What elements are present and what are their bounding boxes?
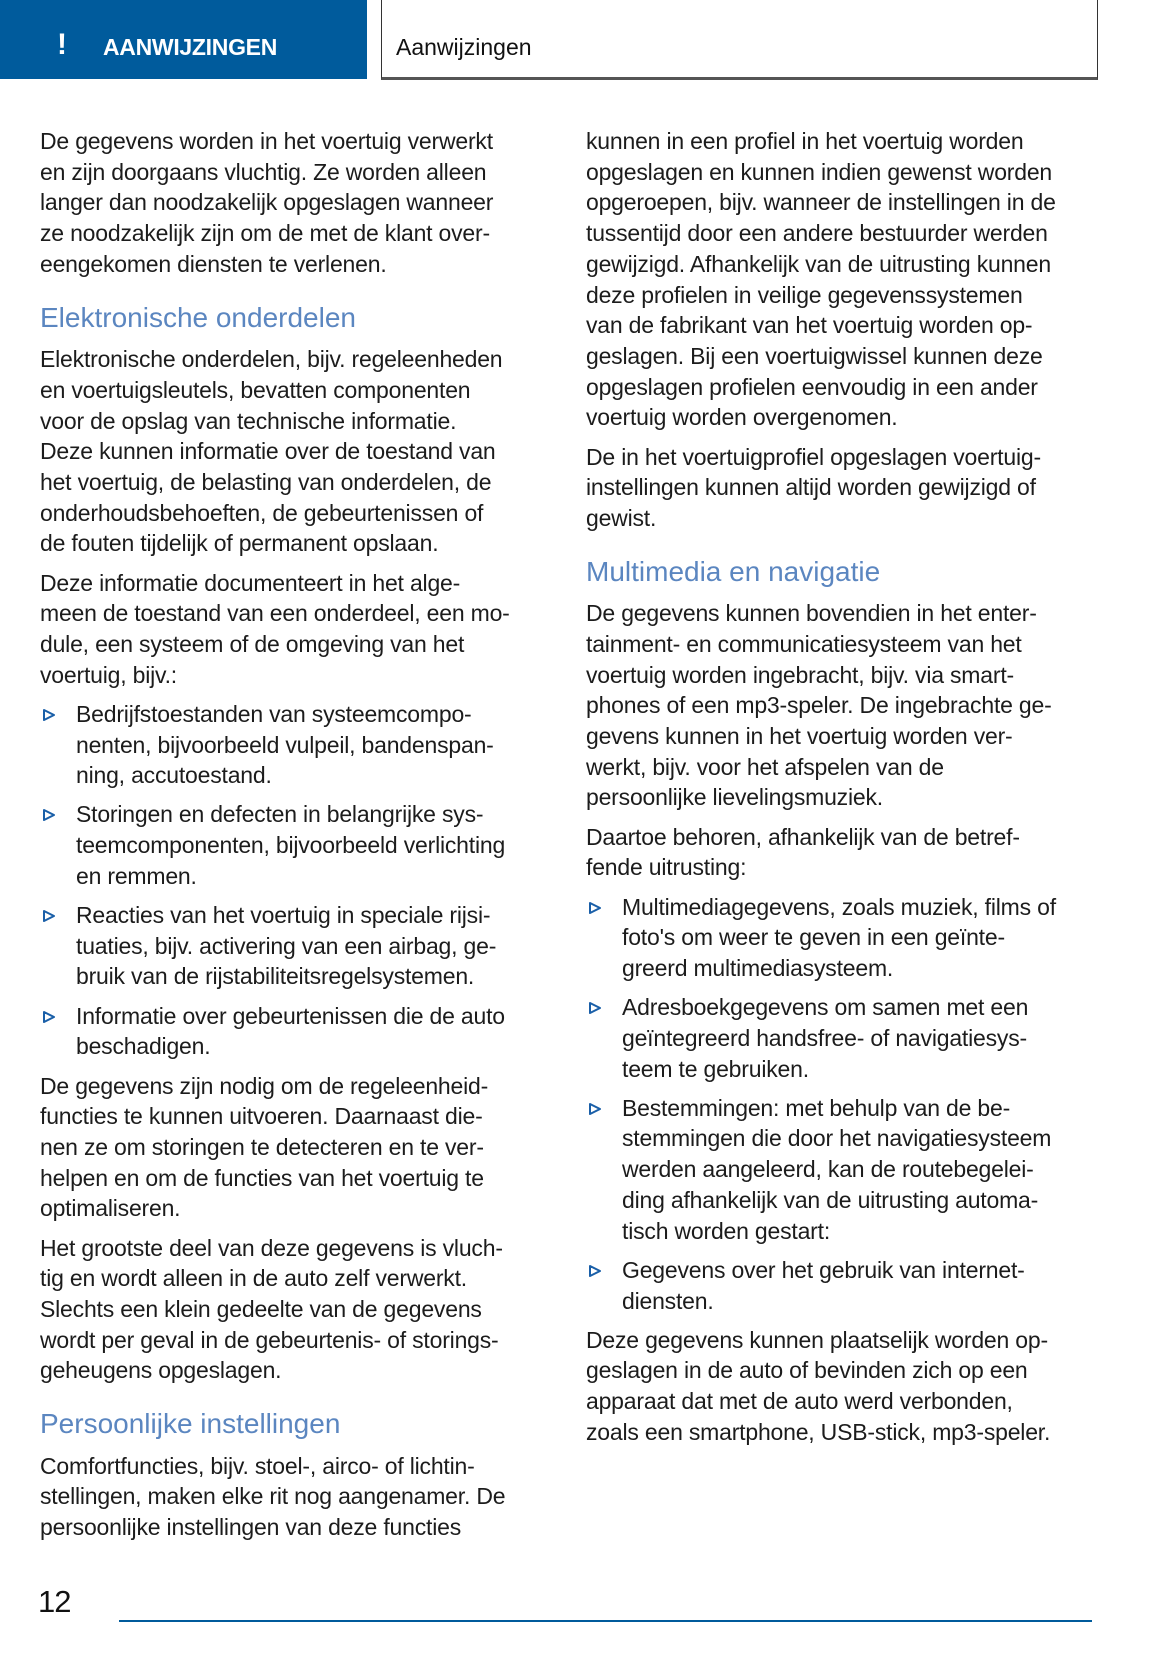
text-line: functies te kunnen uitvoeren. Daarnaast die- [40,1103,483,1130]
bullet-item [586,1093,1101,1247]
text-line: tainment- en communicatiesysteem van het [586,630,1022,657]
paragraph [586,598,1101,813]
text-line: optimaliseren. [40,1195,181,1222]
paragraph [586,1325,1101,1448]
text-line: phones of een mp3-speler. De ingebrachte ge- [586,692,1052,719]
text-line: persoonlijke instellingen van deze functies [40,1514,461,1541]
paragraph [40,568,555,691]
text-line: gevens kunnen in het voertuig worden ver- [586,723,1013,750]
paragraph [586,442,1101,534]
text-line: geslagen. Bij een voertuigwissel kunnen deze [586,342,1043,369]
text-line: stemmingen die door het navigatiesysteem [622,1125,1052,1152]
footer-rule [119,1620,1092,1622]
text-line: Elektronische onderdelen, bijv. regeleenheden [40,346,503,373]
text-line: tussentijd door een andere bestuurder werden [586,220,1048,247]
paragraph [586,126,1101,433]
text-line: meen de toestand van een onderdeel, een mo- [40,600,510,627]
paragraph [40,1451,555,1543]
text-line: geïntegreerd handsfree- of navigatiesys- [622,1024,1027,1051]
text-line: Reacties van het voertuig in speciale rijsi- [76,902,491,929]
text-line: Gegevens over het gebruik van internet- [622,1256,1025,1283]
text-line: ze noodzakelijk zijn om de met de klant over- [40,220,490,247]
text-line: nen ze om storingen te detecteren en te ver- [40,1133,484,1160]
text-line: Deze informatie documenteert in het alge- [40,569,461,596]
text-line: voertuig worden overgenomen. [586,404,898,431]
text-line: Het grootste deel van deze gegevens is vluch- [40,1234,503,1261]
paragraph [586,822,1101,883]
text-line: voertuig, bijv.: [40,661,177,688]
text-line: nenten, bijvoorbeeld vulpeil, bandenspan- [76,731,494,758]
text-line: diensten. [622,1287,714,1314]
text-line: persoonlijke lievelingsmuziek. [586,784,883,811]
text-line: kunnen in een profiel in het voertuig worden [586,128,1024,154]
text-line: tuaties, bijv. activering van een airbag, ge- [76,932,497,959]
paragraph [40,1071,555,1225]
text-line: deze profielen in veilige gegevenssystemen [586,281,1023,308]
text-line: Informatie over gebeurtenissen die de auto [76,1002,505,1029]
paragraph [40,1233,555,1387]
page-header [381,0,1098,80]
exclamation-icon: ! [57,28,67,61]
text-line: apparaat dat met de auto werd verbonden, [586,1388,1013,1415]
text-line: teem te gebruiken. [622,1055,809,1082]
section-tab [0,0,367,79]
text-line: De gegevens worden in het voertuig verwerkt [40,128,493,154]
section-heading: Persoonlijke instellingen [40,1408,341,1440]
text-line: Slechts een klein gedeelte van de gegevens [40,1296,482,1322]
bullet-item [586,1255,1101,1316]
text-line: van de fabrikant van het voertuig worden op- [586,312,1033,339]
paragraph [40,344,555,559]
section-label: AANWIJZINGEN [103,34,278,60]
text-line: Bedrijfstoestanden van systeemcompo- [76,700,472,727]
text-line: Deze gegevens kunnen plaatselijk worden op- [586,1326,1048,1353]
text-line: geslagen in de auto of bevinden zich op een [586,1357,1028,1384]
bullet-item [40,799,555,891]
text-line: gewijzigd. Afhankelijk van de uitrusting kunnen [586,250,1051,277]
text-line: Multimediagegevens, zoals muziek, films of [622,893,1056,920]
text-line: dule, een systeem of de omgeving van het [40,630,465,657]
text-line: helpen en om de functies van het voertuig te [40,1164,484,1191]
bullet-item [586,892,1101,984]
text-line: opgeslagen profielen eenvoudig in een ander [586,373,1038,400]
text-line: wordt per geval in de gebeurtenis- of storings- [40,1326,499,1353]
text-line: de fouten tijdelijk of permanent opslaan. [40,530,439,557]
page-number: 12 [38,1584,71,1619]
text-line: werden aangeleerd, kan de routebegelei- [622,1156,1034,1183]
text-line: gewist. [586,504,657,531]
text-line: eengekomen diensten te verlenen. [40,250,387,277]
text-line: opgeroepen, bijv. wanneer de instellingen in de [586,189,1056,216]
text-line: Adresboekgegevens om samen met een [622,994,1029,1021]
text-line: De in het voertuigprofiel opgeslagen voertuig- [586,443,1041,470]
text-line: het voertuig, de belasting van onderdelen, de [40,468,492,495]
text-line: onderhoudsbehoeften, de gebeurtenissen of [40,499,484,526]
bullet-item [40,1001,555,1062]
right-column [586,126,1101,1456]
bullet-item [586,992,1101,1084]
text-line: foto's om weer te geven in een geïnte- [622,924,1005,951]
text-line: teemcomponenten, bijvoorbeeld verlichting [76,832,506,859]
text-line: De gegevens zijn nodig om de regeleenheid- [40,1072,489,1099]
paragraph [40,126,555,280]
text-line: beschadigen. [76,1033,211,1060]
bullet-item [40,699,555,791]
text-line: greerd multimediasysteem. [622,954,894,981]
text-line: instellingen kunnen altijd worden gewijzigd of [586,474,1036,501]
text-line: Bestemmingen: met behulp van de be- [622,1094,1011,1121]
text-line: en zijn doorgaans vluchtig. Ze worden alleen [40,158,487,185]
text-line: werkt, bijv. voor het afspelen van de [586,753,944,780]
text-line: en remmen. [76,862,197,889]
text-line: Storingen en defecten in belangrijke sys- [76,801,484,828]
text-line: langer dan noodzakelijk opgeslagen wanneer [40,189,494,216]
text-line: ding afhankelijk van de uitrusting automa- [622,1186,1039,1213]
text-line: fende uitrusting: [586,854,747,881]
left-column [40,126,555,1551]
text-line: voor de opslag van technische informatie. [40,407,457,434]
text-line: Deze kunnen informatie over de toestand van [40,438,496,465]
text-line: tisch worden gestart: [622,1217,831,1244]
text-line: Daartoe behoren, afhankelijk van de betref- [586,823,1020,850]
section-heading: Multimedia en navigatie [586,555,881,587]
page-title: Aanwijzingen [396,34,532,60]
bullet-item [40,900,555,992]
text-line: stellingen, maken elke rit nog aangenamer. De [40,1483,506,1510]
text-line: en voertuigsleutels, bevatten componenten [40,376,471,403]
section-heading: Elektronische onderdelen [40,301,356,333]
text-line: ning, accutoestand. [76,762,272,789]
text-line: tig en wordt alleen in de auto zelf verwerkt. [40,1265,467,1292]
text-line: bruik van de rijstabiliteitsregelsystemen. [76,963,475,990]
text-line: Comfortfuncties, bijv. stoel-, airco- of lichtin- [40,1452,475,1479]
text-line: opgeslagen en kunnen indien gewenst worden [586,158,1053,185]
text-line: De gegevens kunnen bovendien in het enter- [586,600,1037,627]
text-line: zoals een smartphone, USB-stick, mp3-speler. [586,1418,1051,1445]
text-line: geheugens opgeslagen. [40,1357,282,1384]
text-line: voertuig worden ingebracht, bijv. via smart- [586,661,1014,688]
